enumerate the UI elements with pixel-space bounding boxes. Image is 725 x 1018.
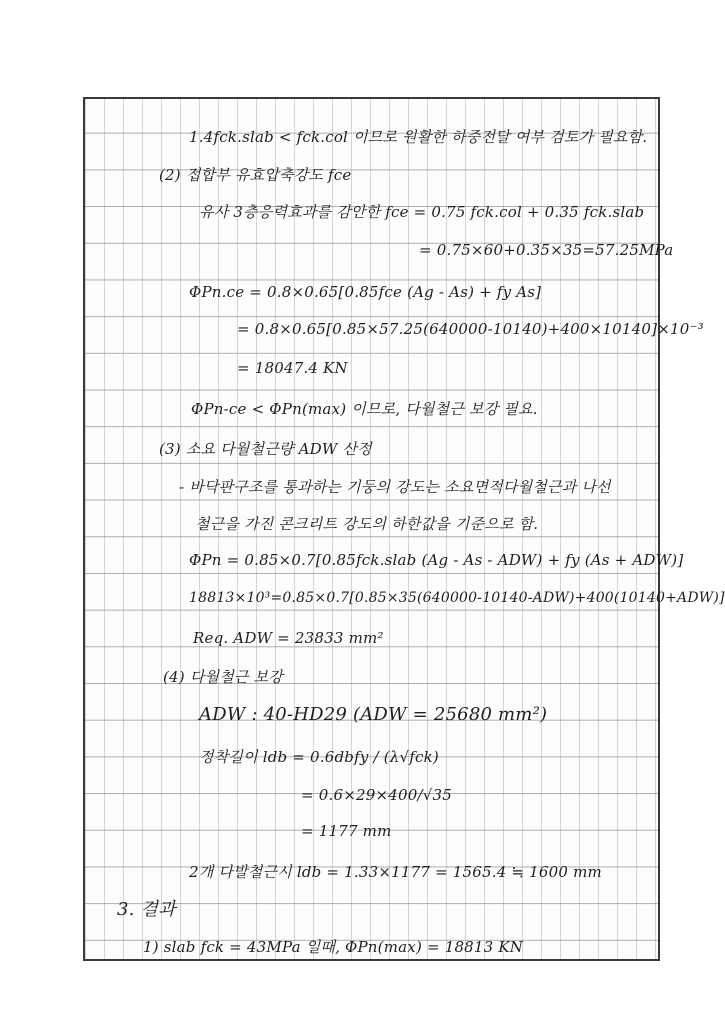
note-line-17: 정착길이 ldb = 0.6dbfy / (λ√fck) (199, 748, 439, 766)
note-line-15: (4) 다월철근 보강 (163, 668, 283, 686)
note-line-6: = 0.8×0.65[0.85×57.25(640000-10140)+400×10140]×10⁻³ (237, 320, 704, 338)
note-line-4: = 0.75×60+0.35×35=57.25MPa (419, 241, 674, 259)
ruled-note-sheet (83, 97, 725, 961)
note-line-1: 1.4fck.slab < fck.col 이므로 원활한 하중전달 여부 검토가 필요함. (189, 128, 648, 146)
note-line-13: 18813×10³=0.85×0.7[0.85×35(640000-10140-ADW)+400(10140+ADW)] (189, 590, 725, 606)
note-line-14: Req. ADW = 23833 mm² (193, 629, 384, 647)
note-line-7: = 18047.4 KN (237, 359, 348, 377)
note-line-22: 1) slab fck = 43MPa 일때, ΦPn(max) = 18813 KN (143, 938, 524, 956)
note-line-3: 유사 3층응력효과를 감안한 fce = 0.75 fck.col + 0.35 fck.slab (199, 203, 645, 221)
note-line-12: ΦPn = 0.85×0.7[0.85fck.slab (Ag - As - ADW) + fy (As + ADW)] (189, 551, 684, 569)
note-line-16: ADW : 40-HD29 (ADW = 25680 mm²) (199, 704, 548, 725)
note-line-8: ΦPn-ce < ΦPn(max) 이므로, 다월철근 보강 필요. (191, 400, 538, 418)
note-line-2: (2) 접합부 유효압축강도 fce (159, 166, 352, 184)
note-line-18: = 0.6×29×400/√35 (301, 786, 452, 804)
note-line-21: 3. 결과 (117, 899, 176, 920)
note-line-5: ΦPn.ce = 0.8×0.65[0.85fce (Ag - As) + fy As] (189, 283, 542, 301)
note-line-10: - 바닥판구조를 통과하는 기둥의 강도는 소요면적다월철근과 나선 (179, 478, 611, 496)
note-line-20: 2개 다발철근시 ldb = 1.33×1177 = 1565.4 ≒ 1600 mm (189, 863, 602, 881)
note-line-9: (3) 소요 다월철근량 ADW 산정 (159, 440, 372, 458)
note-line-19: = 1177 mm (301, 822, 392, 840)
note-line-11: 철근을 가진 콘크리트 강도의 하한값을 기준으로 함. (195, 515, 539, 533)
